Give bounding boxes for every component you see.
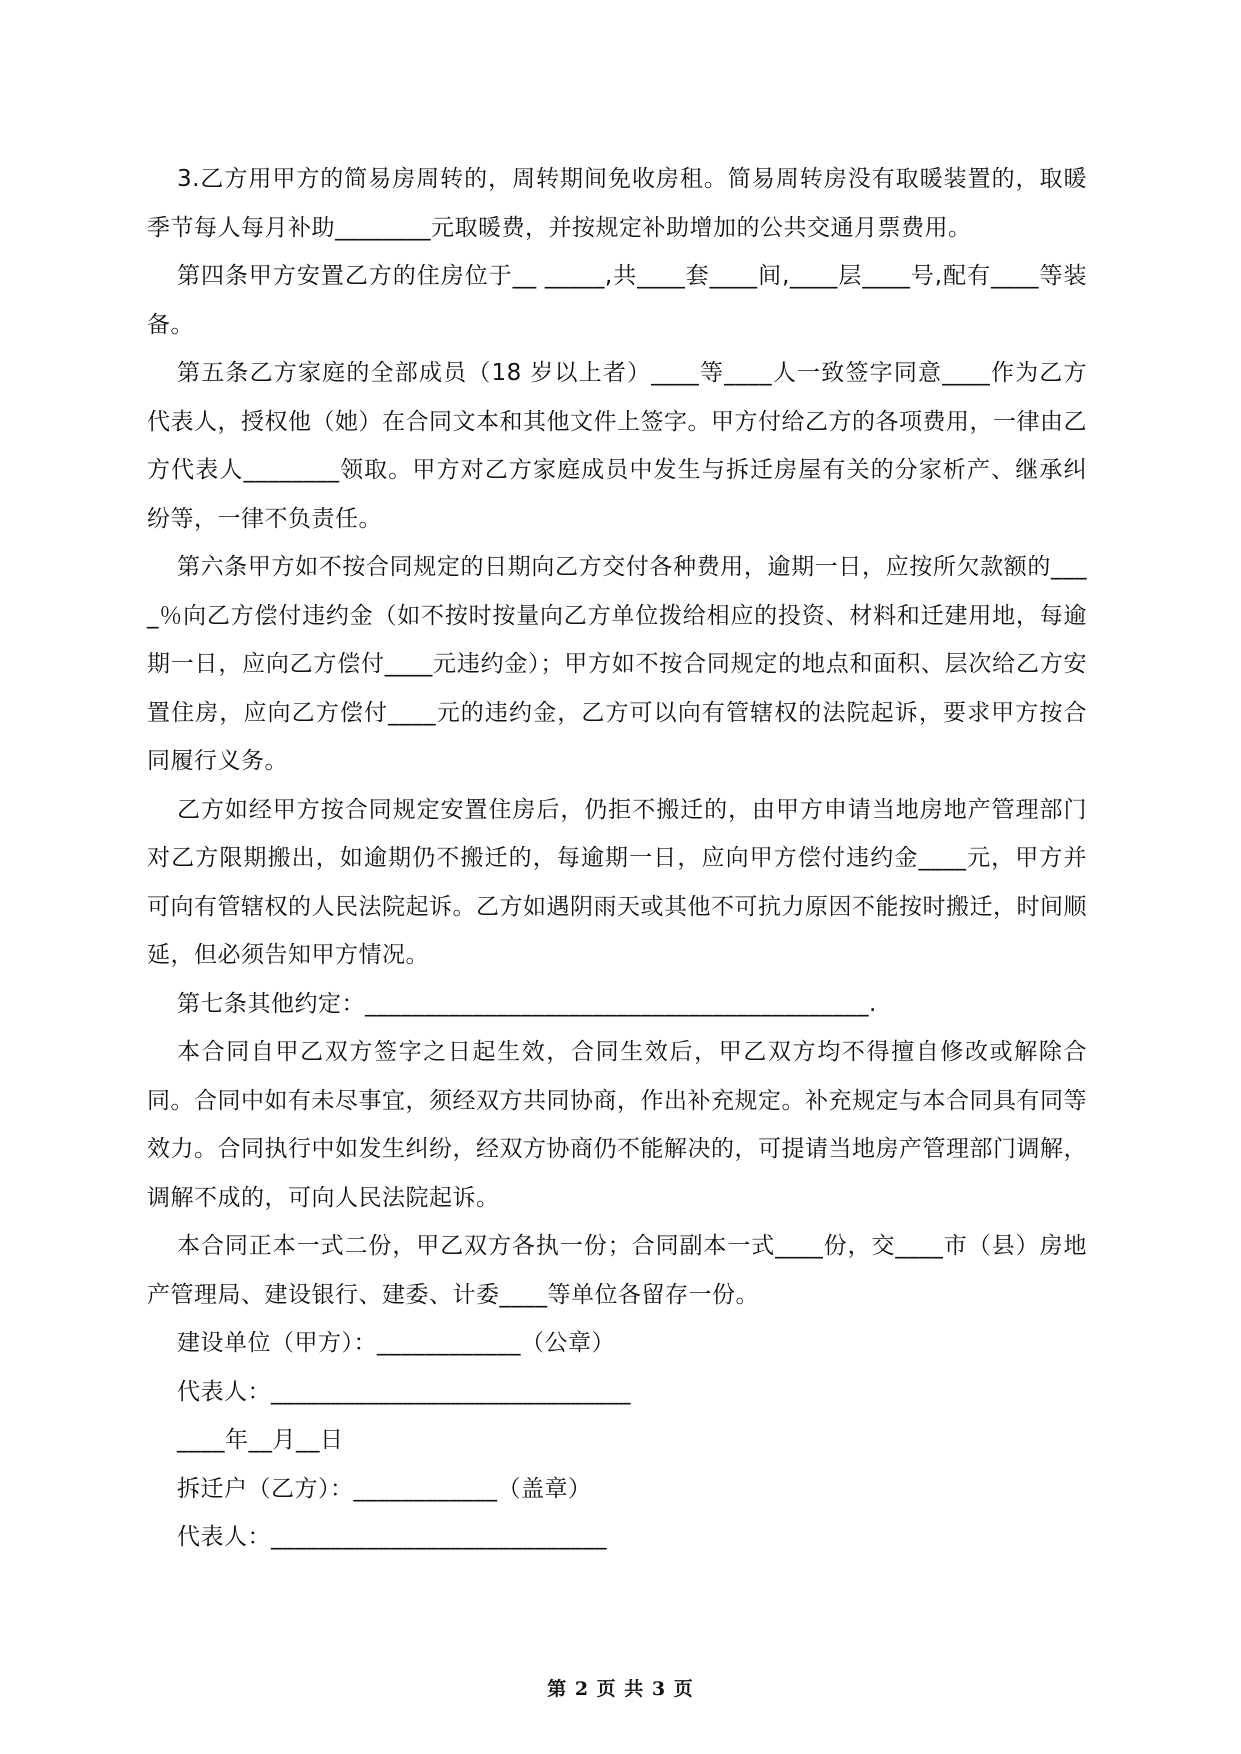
paragraph-article-4: 第四条甲方安置乙方的住房位于__ _____,共____套____间,____层____号,配有____等装备。 xyxy=(147,263,1087,338)
paragraph-article-7: 第七条其他约定：__________________________________________. xyxy=(177,990,877,1017)
signature-party-b: 拆迁户（乙方）：____________（盖章） xyxy=(177,1475,592,1502)
page-number-footer: 第 2 页 共 3 页 xyxy=(547,1678,694,1700)
contract-body xyxy=(147,155,1087,1562)
signature-representative-b: 代表人：____________________________ xyxy=(177,1524,607,1550)
signature-representative-a: 代表人：______________________________ xyxy=(177,1378,631,1405)
paragraph-article-5: 第五条乙方家庭的全部成员（18 岁以上者）____等____人一致签字同意____作为乙方代表人，授权他（她）在合同文本和其他文件上签字。甲方付给乙方的各项费用，一律由乙方代表人________领取。甲方对乙方家庭成员中发生与拆迁房屋有关的分家析产、继承纠纷等，一律不负责任。 xyxy=(147,360,1087,532)
paragraph-article-6: 第六条甲方如不按合同规定的日期向乙方交付各种费用，逾期一日，应按所欠款额的____％向乙方偿付违约金（如不按时按量向乙方单位拨给相应的投资、材料和迁建用地，每逾期一日，应向乙方偿付____元违约金）；甲方如不按合同规定的地点和面积、层次给乙方安置住房，应向乙方偿付____元的违约金，乙方可以向有管辖权的法院起诉，要求甲方按合同履行义务。 xyxy=(147,554,1087,774)
signature-date: ____年__月__日 xyxy=(177,1427,344,1453)
paragraph-copies: 本合同正本一式二份，甲乙双方各执一份；合同副本一式____份，交____市（县）房地产管理局、建设银行、建委、计委____等单位各留存一份。 xyxy=(147,1233,1087,1308)
paragraph-relocation-refusal: 乙方如经甲方按合同规定安置住房后，仍拒不搬迁的，由甲方申请当地房地产管理部门对乙方限期搬出，如逾期仍不搬迁的，每逾期一日，应向甲方偿付违约金____元，甲方并可向有管辖权的人民法院起诉。乙方如遇阴雨天或其他不可抗力原因不能按时搬迁，时间顺延，但必须告知甲方情况。 xyxy=(147,796,1087,968)
signature-party-a: 建设单位（甲方）：____________（公章） xyxy=(177,1330,615,1356)
paragraph-heating-subsidy: 3.乙方用甲方的简易房周转的，周转期间免收房租。简易周转房没有取暖装置的，取暖季节每人每月补助________元取暖费，并按规定补助增加的公共交通月票费用。 xyxy=(147,166,1087,241)
paragraph-effectiveness: 本合同自甲乙双方签字之日起生效，合同生效后，甲乙双方均不得擅自修改或解除合同。合同中如有未尽事宜，须经双方共同协商，作出补充规定。补充规定与本合同具有同等效力。合同执行中如发生纠纷，经双方协商仍不能解决的，可提请当地房产管理部门调解，调解不成的，可向人民法院起诉。 xyxy=(147,1039,1087,1211)
